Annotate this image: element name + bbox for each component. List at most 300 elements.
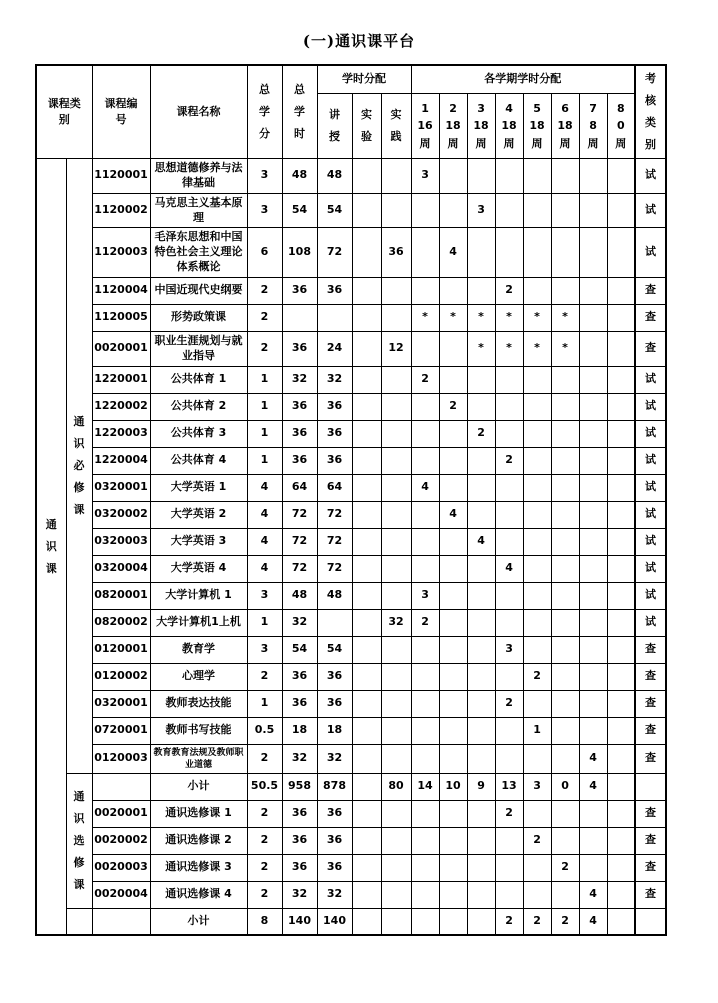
course-row	[36, 501, 666, 528]
assessment-cell: 查	[635, 854, 666, 881]
semester-5-hours-cell	[523, 420, 551, 447]
header-semester-8: 8 0 周	[607, 93, 635, 158]
semester-4-hours-cell	[495, 393, 523, 420]
experiment-hours-cell	[352, 304, 381, 331]
experiment-hours-cell	[352, 881, 381, 908]
course-code-cell: 0120001	[92, 636, 150, 663]
semester-8-hours-cell	[607, 663, 635, 690]
semester-7-hours-cell	[579, 277, 607, 304]
practice-hours-cell	[381, 501, 411, 528]
semester-8-hours-cell	[607, 474, 635, 501]
semester-3-hours-cell	[467, 393, 495, 420]
experiment-hours-cell	[352, 636, 381, 663]
semester-1-hours-cell	[411, 420, 439, 447]
semester-6-hours-cell	[551, 609, 579, 636]
total-credits-cell: 2	[247, 881, 282, 908]
lecture-hours-cell: 24	[317, 331, 352, 366]
table-body	[36, 159, 666, 936]
experiment-hours-cell	[352, 528, 381, 555]
semester-5-hours-cell	[523, 636, 551, 663]
semester-7-hours-cell	[579, 501, 607, 528]
semester-5-hours-cell	[523, 800, 551, 827]
total-hours-cell: 36	[282, 663, 317, 690]
total-credits-cell: 2	[247, 663, 282, 690]
course-name-cell: 通识选修课 4	[150, 881, 247, 908]
course-code-cell: 1220004	[92, 447, 150, 474]
semester-2-hours-cell	[439, 827, 467, 854]
course-row	[36, 827, 666, 854]
semester-8-hours-cell	[607, 501, 635, 528]
category-empty-cell	[66, 908, 92, 935]
semester-5-hours-cell	[523, 193, 551, 228]
course-name-cell: 公共体育 1	[150, 366, 247, 393]
experiment-hours-cell	[352, 555, 381, 582]
practice-hours-cell	[381, 690, 411, 717]
semester-8-hours-cell	[607, 744, 635, 773]
semester-2-hours-cell	[439, 555, 467, 582]
lecture-hours-cell: 72	[317, 228, 352, 278]
course-code-cell	[92, 773, 150, 800]
semester-6-hours-cell	[551, 159, 579, 194]
total-credits-cell: 3	[247, 193, 282, 228]
semester-1-hours-cell: *	[411, 304, 439, 331]
total-credits-cell: 4	[247, 474, 282, 501]
course-name-cell: 形势政策课	[150, 304, 247, 331]
total-credits-cell: 3	[247, 582, 282, 609]
experiment-hours-cell	[352, 908, 381, 935]
semester-3-hours-cell	[467, 717, 495, 744]
practice-hours-cell	[381, 663, 411, 690]
header-semester-6: 6 18 周	[551, 93, 579, 158]
experiment-hours-cell	[352, 744, 381, 773]
semester-4-hours-cell	[495, 582, 523, 609]
semester-7-hours-cell	[579, 582, 607, 609]
semester-8-hours-cell	[607, 277, 635, 304]
assessment-cell: 试	[635, 393, 666, 420]
course-name-cell: 公共体育 4	[150, 447, 247, 474]
course-row	[36, 528, 666, 555]
semester-1-hours-cell	[411, 193, 439, 228]
total-credits-cell: 8	[247, 908, 282, 935]
semester-5-hours-cell: 2	[523, 827, 551, 854]
course-row	[36, 366, 666, 393]
semester-4-hours-cell	[495, 881, 523, 908]
header-assessment-category: 考核类别	[635, 65, 666, 159]
lecture-hours-cell: 72	[317, 501, 352, 528]
semester-4-hours-cell: *	[495, 304, 523, 331]
semester-7-hours-cell	[579, 193, 607, 228]
total-credits-cell: 1	[247, 609, 282, 636]
practice-hours-cell	[381, 304, 411, 331]
assessment-cell	[635, 908, 666, 935]
semester-8-hours-cell	[607, 881, 635, 908]
course-code-cell: 0320002	[92, 501, 150, 528]
course-code-cell: 0020003	[92, 854, 150, 881]
semester-4-hours-cell	[495, 827, 523, 854]
course-code-cell: 1120002	[92, 193, 150, 228]
semester-2-hours-cell	[439, 609, 467, 636]
practice-hours-cell	[381, 800, 411, 827]
course-name-cell: 心理学	[150, 663, 247, 690]
semester-5-hours-cell	[523, 393, 551, 420]
experiment-hours-cell	[352, 366, 381, 393]
semester-7-hours-cell	[579, 609, 607, 636]
semester-1-hours-cell	[411, 277, 439, 304]
lecture-hours-cell: 64	[317, 474, 352, 501]
lecture-hours-cell: 36	[317, 420, 352, 447]
course-name-cell: 教师书写技能	[150, 717, 247, 744]
semester-3-hours-cell	[467, 501, 495, 528]
semester-1-hours-cell	[411, 528, 439, 555]
semester-1-hours-cell	[411, 393, 439, 420]
semester-7-hours-cell: 4	[579, 773, 607, 800]
experiment-hours-cell	[352, 228, 381, 278]
total-credits-cell: 0.5	[247, 717, 282, 744]
total-credits-cell: 4	[247, 528, 282, 555]
total-credits-cell: 3	[247, 159, 282, 194]
semester-1-hours-cell	[411, 881, 439, 908]
semester-8-hours-cell	[607, 366, 635, 393]
semester-8-hours-cell	[607, 228, 635, 278]
assessment-cell: 查	[635, 800, 666, 827]
semester-6-hours-cell	[551, 366, 579, 393]
course-row	[36, 159, 666, 194]
semester-1-hours-cell	[411, 663, 439, 690]
semester-7-hours-cell	[579, 366, 607, 393]
semester-8-hours-cell	[607, 827, 635, 854]
semester-5-hours-cell	[523, 744, 551, 773]
semester-5-hours-cell: *	[523, 304, 551, 331]
semester-2-hours-cell	[439, 474, 467, 501]
semester-4-hours-cell	[495, 528, 523, 555]
semester-4-hours-cell: 2	[495, 908, 523, 935]
semester-7-hours-cell: 4	[579, 881, 607, 908]
semester-5-hours-cell	[523, 609, 551, 636]
semester-2-hours-cell	[439, 159, 467, 194]
lecture-hours-cell: 18	[317, 717, 352, 744]
course-name-cell: 教育教育法规及教师职业道德	[150, 744, 247, 773]
semester-5-hours-cell: 3	[523, 773, 551, 800]
course-name-cell: 大学英语 2	[150, 501, 247, 528]
semester-7-hours-cell	[579, 636, 607, 663]
total-credits-cell: 2	[247, 277, 282, 304]
semester-7-hours-cell: 4	[579, 908, 607, 935]
total-hours-cell: 72	[282, 501, 317, 528]
assessment-cell: 查	[635, 717, 666, 744]
semester-5-hours-cell	[523, 474, 551, 501]
total-hours-cell: 72	[282, 555, 317, 582]
total-credits-cell: 2	[247, 827, 282, 854]
semester-2-hours-cell	[439, 447, 467, 474]
semester-3-hours-cell	[467, 555, 495, 582]
semester-4-hours-cell: 4	[495, 555, 523, 582]
total-hours-cell: 54	[282, 636, 317, 663]
total-hours-cell: 36	[282, 827, 317, 854]
lecture-hours-cell: 36	[317, 800, 352, 827]
semester-1-hours-cell: 3	[411, 582, 439, 609]
semester-1-hours-cell: 14	[411, 773, 439, 800]
semester-2-hours-cell	[439, 636, 467, 663]
course-code-cell: 0020004	[92, 881, 150, 908]
course-row	[36, 744, 666, 773]
semester-4-hours-cell: *	[495, 331, 523, 366]
semester-7-hours-cell	[579, 393, 607, 420]
curriculum-table	[35, 64, 667, 936]
semester-1-hours-cell	[411, 555, 439, 582]
semester-5-hours-cell	[523, 854, 551, 881]
course-code-cell: 1220003	[92, 420, 150, 447]
semester-1-hours-cell: 3	[411, 159, 439, 194]
total-hours-cell: 64	[282, 474, 317, 501]
semester-1-hours-cell	[411, 827, 439, 854]
course-name-cell: 教育学	[150, 636, 247, 663]
experiment-hours-cell	[352, 800, 381, 827]
semester-8-hours-cell	[607, 908, 635, 935]
semester-6-hours-cell: *	[551, 304, 579, 331]
lecture-hours-cell	[317, 304, 352, 331]
total-credits-cell: 1	[247, 393, 282, 420]
semester-8-hours-cell	[607, 555, 635, 582]
course-name-cell: 毛泽东思想和中国特色社会主义理论体系概论	[150, 228, 247, 278]
course-name-cell: 通识选修课 2	[150, 827, 247, 854]
course-row	[36, 393, 666, 420]
semester-2-hours-cell: 4	[439, 228, 467, 278]
page-title: (一)通识课平台	[302, 32, 416, 50]
semester-3-hours-cell: 2	[467, 420, 495, 447]
total-credits-cell: 2	[247, 854, 282, 881]
course-name-cell: 大学英语 3	[150, 528, 247, 555]
course-name-cell: 大学计算机 1	[150, 582, 247, 609]
semester-8-hours-cell	[607, 528, 635, 555]
subtotal-label-cell: 小计	[150, 908, 247, 935]
semester-3-hours-cell	[467, 228, 495, 278]
semester-4-hours-cell	[495, 854, 523, 881]
experiment-hours-cell	[352, 447, 381, 474]
practice-hours-cell	[381, 854, 411, 881]
semester-1-hours-cell	[411, 717, 439, 744]
semester-3-hours-cell: 4	[467, 528, 495, 555]
semester-2-hours-cell: 2	[439, 393, 467, 420]
semester-1-hours-cell	[411, 744, 439, 773]
semester-6-hours-cell	[551, 800, 579, 827]
semester-4-hours-cell	[495, 228, 523, 278]
lecture-hours-cell: 36	[317, 663, 352, 690]
total-hours-cell: 18	[282, 717, 317, 744]
semester-5-hours-cell	[523, 366, 551, 393]
course-row	[36, 277, 666, 304]
semester-5-hours-cell	[523, 528, 551, 555]
total-credits-cell: 1	[247, 447, 282, 474]
semester-5-hours-cell: 2	[523, 663, 551, 690]
lecture-hours-cell: 36	[317, 393, 352, 420]
semester-3-hours-cell	[467, 800, 495, 827]
semester-4-hours-cell: 2	[495, 277, 523, 304]
lecture-hours-cell: 48	[317, 582, 352, 609]
experiment-hours-cell	[352, 393, 381, 420]
course-name-cell: 通识选修课 3	[150, 854, 247, 881]
course-code-cell: 1220002	[92, 393, 150, 420]
assessment-cell: 试	[635, 159, 666, 194]
course-name-cell: 职业生涯规划与就业指导	[150, 331, 247, 366]
semester-1-hours-cell: 4	[411, 474, 439, 501]
semester-7-hours-cell	[579, 447, 607, 474]
header-total-credits: 总学分	[247, 65, 282, 159]
course-code-cell: 0820002	[92, 609, 150, 636]
header-semester-3: 3 18 周	[467, 93, 495, 158]
course-row	[36, 582, 666, 609]
total-hours-cell: 72	[282, 528, 317, 555]
semester-4-hours-cell: 2	[495, 447, 523, 474]
header-course-code: 课程编号	[92, 65, 150, 159]
course-code-cell: 0320001	[92, 690, 150, 717]
semester-1-hours-cell	[411, 447, 439, 474]
semester-2-hours-cell	[439, 528, 467, 555]
semester-4-hours-cell	[495, 474, 523, 501]
course-code-cell: 1120001	[92, 159, 150, 194]
semester-8-hours-cell	[607, 854, 635, 881]
semester-2-hours-cell	[439, 277, 467, 304]
semester-7-hours-cell	[579, 304, 607, 331]
total-credits-cell: 1	[247, 690, 282, 717]
header-practice: 实践	[381, 93, 411, 158]
semester-6-hours-cell	[551, 420, 579, 447]
course-row	[36, 717, 666, 744]
course-name-cell: 大学计算机1上机	[150, 609, 247, 636]
course-row	[36, 636, 666, 663]
semester-5-hours-cell	[523, 228, 551, 278]
semester-6-hours-cell	[551, 447, 579, 474]
semester-6-hours-cell: 2	[551, 854, 579, 881]
semester-5-hours-cell	[523, 881, 551, 908]
header-lecture: 讲授	[317, 93, 352, 158]
course-name-cell: 思想道德修养与法律基础	[150, 159, 247, 194]
semester-3-hours-cell	[467, 277, 495, 304]
practice-hours-cell: 80	[381, 773, 411, 800]
total-credits-cell: 1	[247, 420, 282, 447]
course-code-cell: 0320001	[92, 474, 150, 501]
assessment-cell: 查	[635, 881, 666, 908]
semester-8-hours-cell	[607, 393, 635, 420]
semester-4-hours-cell: 13	[495, 773, 523, 800]
semester-2-hours-cell	[439, 193, 467, 228]
header-semester-2: 2 18 周	[439, 93, 467, 158]
group-label-general-required: 通识必修课	[66, 159, 92, 774]
course-name-cell: 公共体育 3	[150, 420, 247, 447]
semester-2-hours-cell	[439, 582, 467, 609]
assessment-cell: 查	[635, 690, 666, 717]
practice-hours-cell: 12	[381, 331, 411, 366]
course-row	[36, 193, 666, 228]
total-hours-cell: 32	[282, 366, 317, 393]
semester-7-hours-cell	[579, 800, 607, 827]
practice-hours-cell	[381, 881, 411, 908]
group-label-general-courses: 通识课	[36, 159, 66, 936]
lecture-hours-cell: 36	[317, 690, 352, 717]
total-hours-cell: 32	[282, 609, 317, 636]
semester-6-hours-cell	[551, 663, 579, 690]
semester-6-hours-cell	[551, 744, 579, 773]
course-row	[36, 474, 666, 501]
lecture-hours-cell: 32	[317, 366, 352, 393]
experiment-hours-cell	[352, 501, 381, 528]
semester-3-hours-cell	[467, 636, 495, 663]
semester-8-hours-cell	[607, 690, 635, 717]
group-label-general-elective: 通识选修课	[66, 773, 92, 908]
practice-hours-cell	[381, 717, 411, 744]
semester-3-hours-cell	[467, 881, 495, 908]
semester-2-hours-cell	[439, 690, 467, 717]
header-semester-distribution: 各学期学时分配	[411, 65, 635, 93]
practice-hours-cell	[381, 420, 411, 447]
semester-3-hours-cell	[467, 582, 495, 609]
course-code-cell: 0020002	[92, 827, 150, 854]
semester-6-hours-cell	[551, 393, 579, 420]
course-code-cell: 0020001	[92, 800, 150, 827]
total-credits-cell: 1	[247, 366, 282, 393]
semester-5-hours-cell: *	[523, 331, 551, 366]
total-hours-cell: 36	[282, 690, 317, 717]
course-row	[36, 555, 666, 582]
practice-hours-cell	[381, 827, 411, 854]
practice-hours-cell	[381, 366, 411, 393]
experiment-hours-cell	[352, 854, 381, 881]
course-row	[36, 881, 666, 908]
header-semester-4: 4 18 周	[495, 93, 523, 158]
experiment-hours-cell	[352, 277, 381, 304]
course-code-cell: 0120003	[92, 744, 150, 773]
course-code-cell: 0320003	[92, 528, 150, 555]
assessment-cell: 试	[635, 447, 666, 474]
assessment-cell: 试	[635, 528, 666, 555]
assessment-cell: 试	[635, 501, 666, 528]
course-row	[36, 447, 666, 474]
semester-2-hours-cell	[439, 717, 467, 744]
semester-6-hours-cell	[551, 555, 579, 582]
lecture-hours-cell: 54	[317, 193, 352, 228]
semester-5-hours-cell: 1	[523, 717, 551, 744]
semester-3-hours-cell	[467, 744, 495, 773]
experiment-hours-cell	[352, 193, 381, 228]
total-hours-cell: 36	[282, 393, 317, 420]
semester-6-hours-cell	[551, 528, 579, 555]
course-code-cell: 1120004	[92, 277, 150, 304]
total-credits-cell: 4	[247, 501, 282, 528]
course-code-cell	[92, 908, 150, 935]
semester-3-hours-cell: 3	[467, 193, 495, 228]
semester-6-hours-cell	[551, 277, 579, 304]
semester-6-hours-cell	[551, 690, 579, 717]
total-hours-cell: 32	[282, 744, 317, 773]
course-name-cell: 通识选修课 1	[150, 800, 247, 827]
semester-6-hours-cell	[551, 193, 579, 228]
semester-1-hours-cell	[411, 331, 439, 366]
assessment-cell: 查	[635, 827, 666, 854]
semester-5-hours-cell	[523, 555, 551, 582]
total-credits-cell: 50.5	[247, 773, 282, 800]
semester-7-hours-cell	[579, 159, 607, 194]
semester-2-hours-cell	[439, 881, 467, 908]
semester-4-hours-cell	[495, 193, 523, 228]
course-row	[36, 800, 666, 827]
semester-2-hours-cell: *	[439, 304, 467, 331]
total-hours-cell: 36	[282, 447, 317, 474]
practice-hours-cell	[381, 582, 411, 609]
practice-hours-cell	[381, 528, 411, 555]
semester-2-hours-cell	[439, 331, 467, 366]
semester-6-hours-cell	[551, 474, 579, 501]
semester-8-hours-cell	[607, 304, 635, 331]
experiment-hours-cell	[352, 420, 381, 447]
